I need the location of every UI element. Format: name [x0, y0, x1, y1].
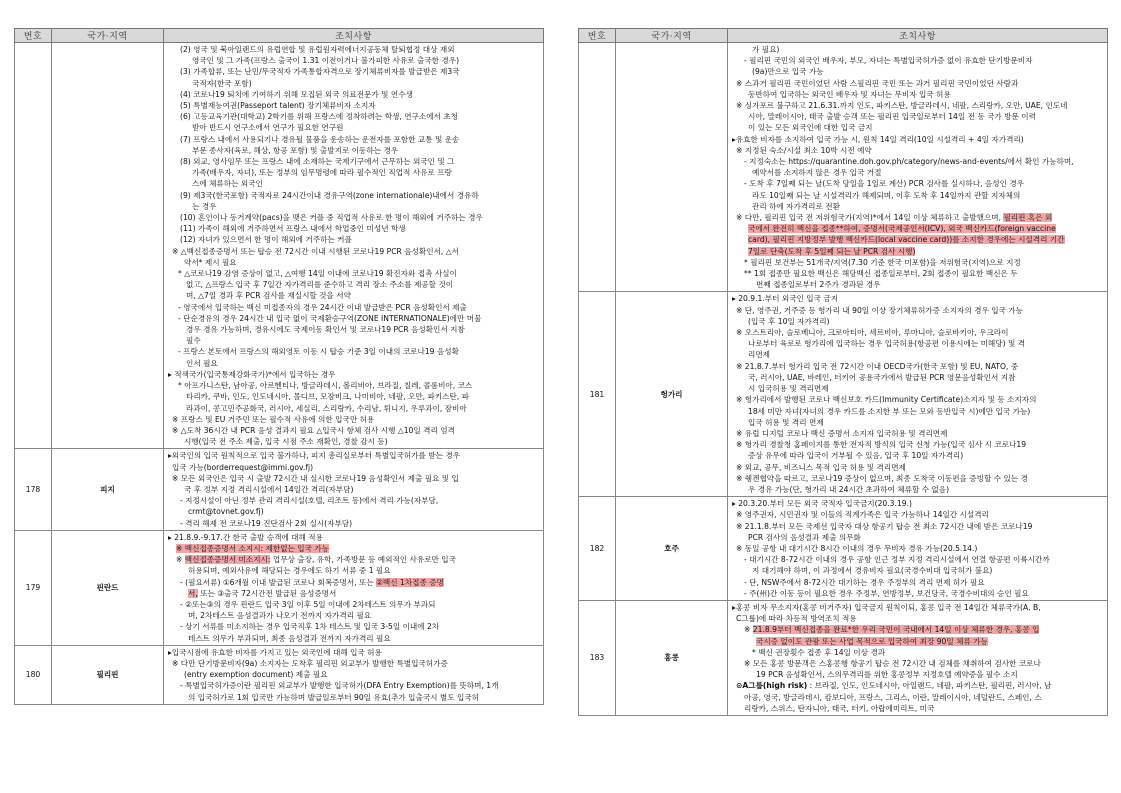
measure-line: 라도 10일째 되는 날 시설격리가 해제되며, 이후 도착 후 14일까지 관할 지자체의: [752, 190, 1021, 200]
measure-line: 의 입국허가로 1회 입국만 가능하며 발급일로부터 90일 유효(추가 입출국시 별도 입국허: [188, 692, 480, 702]
measure-line: * 백신 권장횟수 접종 후 14일 이상 경과: [752, 647, 886, 657]
header-country: 국가·지역: [52, 29, 164, 43]
measure-line: (7) 프랑스 내에서 사용되기나 경유될 물품을 운송하는 운전자를 포함한 교통 및 운송: [180, 134, 460, 144]
measure-line: 관리 하에 자가격리로 전환: [752, 201, 840, 211]
measure-line: ※ 영주권자, 시민권자 및 이들의 직계가족은 입국 가능하나 14일간 시설격리: [736, 510, 989, 520]
measure-line: - 주(州)간 이동 등이 필요한 경우 주정부, 연방정부, 보건당국, 국경수비대의 승인 필요: [744, 588, 1029, 598]
measure-line: * △코로나19 감염 증상이 없고, △여행 14일 이내에 코로나19 확진자와 접촉 사실이: [178, 269, 457, 279]
table-row: [15, 530, 544, 645]
measure-line: (4) 코로나19 퇴치에 기여하기 위해 모집된 외국 의료전문가 및 연수생: [180, 89, 413, 99]
measure-line: 7일로 단축(도착 후 5일째 되는 날 PCR 검사 시행): [748, 246, 916, 256]
measure-line: 국 후 정부 지정 격리시설에서 14일간 격리(자부담): [184, 484, 354, 494]
measure-line: (2) 영국 및 북아일랜드의 유럽연합 및 유럽원자력에너지공동체 탈퇴협정 대상 재외: [180, 45, 455, 54]
measure-line: 테스트 의무가 부과되며, 최종 음성결과 전까지 자가격리 필요: [188, 633, 391, 643]
measure-line: ※ 헝가리 경찰청 홈페이지를 통한 전자적 방식의 입국 신청 가능(입국 심사 시 코로나19: [736, 440, 1027, 450]
country-name: 피지: [52, 449, 164, 530]
measure-line: - (필요서류) ①6개월 이내 발급된 코로나 회복증명서, 또는 ②백신 1차접종 증명: [180, 577, 444, 587]
measure-line: 18세 미만 자녀(자녀의 경우 카드를 소지한 부 또는 모와 동반입국 시)에만 입국 가능): [748, 406, 1031, 416]
measure-line: * 아프가니스탄, 남아공, 아르헨티나, 방글라데시, 볼리비아, 브라질, 칠레, 콜롬비아, 코스: [178, 381, 473, 391]
measure-line: 스에 체류하는 외국인: [192, 179, 263, 189]
measure-line: - 영국에서 입국하는 백신 미접종자의 경우 24시간 이내 발급받은 PCR 음성확인서 제출: [178, 302, 467, 312]
measure-line: ※ 외교, 공무, 비즈니스 목적 입국 허용 및 격리면제: [736, 462, 906, 472]
measure-line: * 필리핀 보건부는 51개국/지역(7.30 기준 한국 미포함)을 저위험국(지역)으로 지정: [744, 257, 1021, 267]
left-table: [14, 28, 544, 705]
measure-line: ※ 헝가리에서 발행된 코로나 백신보호 카드(Immunity Certificate)소지자 및 동 소지자의: [736, 395, 1037, 405]
table-row: [15, 645, 544, 704]
measure-line: (8) 외교, 영사임무 또는 프랑스 내에 소재하는 국제기구에서 근무하는 외국인 및 그: [180, 157, 455, 167]
measure-line: 입국 허용 및 격리 면제: [748, 417, 824, 427]
measure-line: PCR 검사의 음성결과 제출 의무화: [748, 532, 861, 542]
country-name: 호주: [616, 497, 728, 601]
measure-line: ※ 21.8.7.부터 헝가리 입국 전 72시간 이내 OECD국가(한국 포함) 및 EU, NATO, 중: [736, 361, 1019, 371]
measure-line: ※ 21.8.9부터 백신접종을 완료*한 우리 국민이 국내에서 14일 이상 체류한 경우, 홍콩 입: [744, 625, 1040, 635]
measure-line: (9a)만으로 입국 가능: [752, 67, 824, 77]
measure-line: 타리카, 쿠바, 인도, 인도네시아, 몰디브, 모잠비크, 나미비아, 네팔, 오만, 파키스탄, 파: [186, 392, 470, 402]
measure-line: ▸홍콩 비자 무소지자(홍콩 비거주자) 입국금지 원칙이되, 홍콩 입국 전 14일간 체류국가(A, B,: [732, 602, 1041, 612]
measure-line: 국시증 없이도 관광 또는 사업 목적으로 입국하여 최장 90일 체류 가능: [756, 636, 988, 646]
measure-line: - 필리핀 국민의 외국인 배우자, 부모, 자녀는 특별입국허가증 없이 유효한 단기방문비자: [744, 56, 1033, 66]
measure-line: (12) 자녀가 있으면서 한 명이 해외에 거주하는 커플: [180, 235, 352, 245]
measure-line: (입국 후 10일 자가격리): [748, 316, 830, 326]
measure-line: 시행(입국 전 주소 제출, 입국 시점 주소 재확인, 경찰 감시 등): [184, 437, 388, 447]
row-number: [579, 43, 616, 292]
measure-line: 이 있는 모든 외국인에 대한 입국 금지: [748, 123, 873, 133]
measure-cell: [164, 449, 544, 530]
measure-line: 약서* 제시 필요: [184, 257, 237, 267]
measure-line: 국에서 완전히 백신을 접종**하여, 증명서(국제공인서(ICV), 외국 백신카드(foreign vaccine: [748, 224, 1056, 234]
measure-line: (entry exemption document) 제출 필요: [184, 670, 328, 680]
measure-line: - 대기시간 8-72시간 이내의 경우 공항 인근 정부 지정 격리시설에서 연결 항공편 이륙시간까: [744, 555, 1050, 565]
measure-line: 입국 가능(borderrequest@immi.gov.fj): [172, 462, 314, 472]
measure-line: ※ 다만 단기방문비자(9a) 소지자는 도착후 필리핀 외교부가 발행한 특별입국허가증: [172, 658, 448, 668]
measure-line: 시 입국허용 및 격리면제: [748, 384, 829, 394]
country-name: 필리핀: [52, 645, 164, 704]
measure-line: ※ 싱가포르 불구하고 21.6.31.까지 인도, 파키스탄, 방글라데시, 네팔, 스리랑카, 오만, UAE, 인도네: [736, 101, 1068, 111]
measure-line: (5) 특별재능여권(Passeport talent) 장기체류비자 소지자: [180, 101, 376, 111]
measure-line: - 지정숙소는 https://quarantine.doh.gov.ph/category/news-and-events/에서 확인 가능하며,: [744, 157, 1074, 167]
measure-line: ※ 21.1.8.부터 모든 국제선 입국자 대상 항공기 탑승 전 최소 72시간 내에 받은 코로나19: [736, 521, 1033, 531]
measure-line: ※ 백신접종증명서 소지시: 제한없는 입국 가능: [176, 543, 330, 553]
measure-line: 우 경유 가능(단, 헝가리 내 24시간 초과하여 체류할 수 없음): [748, 484, 950, 494]
measure-line: ※ 쉥겐협약을 따르고, 코로나19 증상이 없으며, 최종 도착국 이동편을 증빙할 수 있는 경: [736, 473, 1028, 483]
measure-line: 필수: [186, 336, 201, 346]
measure-line: 경우 경유 가능하며, 경유시에도 국제이동 확인서 및 코로나19 PCR 음성확인서 지참: [186, 325, 465, 335]
header-measure: 조치사항: [728, 29, 1108, 43]
header-measure: 조치사항: [164, 29, 544, 43]
measure-line: 없고, △프랑스 입국 후 7일간 자가격리를 준수하고 격리 장소 주소를 제공할 것이: [186, 280, 454, 290]
measure-line: 증상 유무에 따라 입국이 거부될 수 있음, 입국 후 10일 자가격리): [748, 451, 964, 461]
measure-line: 리면제: [748, 350, 771, 360]
table-row: [579, 292, 1108, 497]
table-row: [579, 43, 1108, 292]
measure-line: crmt@tovnet.gov.fj): [188, 507, 264, 517]
measure-line: ※ 다만, 필리핀 입국 전 저위험국가(지역)*에서 14일 이상 체류하고 출발했으며, 필리핀 혹은 외: [736, 213, 1053, 223]
measure-line: - 도착 후 7일째 되는 날(도착 당일을 1일로 계산) PCR 검사를 실시하나, 음성인 경우: [744, 179, 1025, 189]
measure-line: ※ 모든 홍콩 방문객은 스홍콩행 항공기 탑승 전 72시간 내 검체를 채취하여 검사한 코로나: [744, 658, 1041, 668]
measure-cell: [164, 645, 544, 704]
measure-line: - 상기 서류를 미소지하는 경우 입국직후 1차 테스트 및 입국 3-5일 이내에 2차: [180, 622, 440, 632]
row-number: [15, 43, 52, 449]
table-row: [579, 600, 1108, 715]
measure-line: 아공, 영국, 방글라데시, 캄보디아, 프랑스, 그리스, 이란, 말레이시아, 네덜란드, 스페인, 스: [744, 692, 1042, 702]
measure-line: 영국인 및 그 가족(프랑스 출국이 1.31 이전이거나 불가피한 사유로 출국한 경우): [192, 56, 460, 66]
measure-line: C그룹)에 따라 차등적 방역조치 적용: [736, 614, 857, 624]
measure-line: 번째 접종일로부터 2주가 경과된 경우: [756, 280, 881, 290]
measure-line: ※ 모든 외국인은 입국 시 출발 72시간 내 실시한 코로나19 음성확인서 제출 필요 및 입: [172, 473, 459, 483]
measure-line: 예약서를 소지하지 않은 경우 입국 거절: [752, 168, 882, 178]
measure-line: 라과이, 콩고민주공화국, 러시아, 세실리, 스리랑카, 수리남, 튀니지, 우루과이, 잠비아: [186, 403, 467, 413]
measure-line: 동반하여 입국하는 외국인 배우자 및 자녀는 무비자 입국 허용: [748, 89, 951, 99]
measure-cell: [728, 292, 1108, 497]
measure-line: ※ △도착 36시간 내 PCR 음성 결과지 필요 △입국시 항체 검사 시행 △10일 격리 엄격: [172, 425, 455, 435]
measure-cell: [728, 43, 1108, 292]
measure-line: 며, △7일 경과 후 PCR 검사를 재실시할 것을 서약: [186, 291, 351, 301]
measure-line: 허용되며, 예외사유에 해당되는 경우에도 하기 서류 중 1 필요: [188, 566, 391, 576]
measure-line: ▸ 20.3.20.부터 모든 외국 국적자 입국금지(20.3.19.): [732, 499, 912, 509]
measure-line: - 단순경유의 경우 24시간 내 입국 없이 국제환승구역(ZONE INTERNATIONALE)에만 머물: [178, 313, 482, 323]
measure-line: 부문 종사자(육로, 해상, 항공 포함) 및 출발지로 이동하는 경우: [192, 145, 399, 155]
measure-line: 19 PCR 음성확인서, 스의무격리를 위한 홍콩정부 지정호텔 예약증을 필수 소지: [756, 670, 1018, 680]
measure-line: 나로부터 육로로 헝가리에 입국하는 경우 입국허용(항공편 이용시에는 미해당) 및 격: [748, 339, 1026, 349]
measure-line: - 프랑스 본토에서 프랑스의 해외영토 이동 시 탑승 기준 3일 이내의 코로나19 음성확: [178, 347, 459, 357]
measure-line: ▸입국시점에 유효한 비자를 가지고 있는 외국인에 대해 입국 허용: [168, 647, 382, 657]
measure-line: 리랑카, 스위스, 탄자니아, 태국, 터키, 아랍에미리트, 미국: [744, 703, 935, 713]
header-num: 번호: [15, 29, 52, 43]
measure-cell: [164, 43, 544, 449]
measure-line: 며, 2차테스트 음성결과가 나오기 전까지 자가격리 필요: [188, 611, 372, 621]
row-number: 179: [15, 530, 52, 645]
measure-line: 서, 또는 ③출국 72시간전 발급된 음성증명서: [188, 588, 337, 598]
measure-line: 국적자(한국 포함): [192, 78, 252, 88]
measure-line: ▸외국인의 입국 원칙적으로 입국 불가하나, 피지 총리실로부터 특별입국허가를 받는 경우: [168, 451, 461, 461]
measure-line: ※ 스과거 필리핀 국민이었던 사람 스필리핀 국민 또는 과거 필리핀 국민이었던 사람과: [736, 78, 1019, 88]
country-name: 핀란드: [52, 530, 164, 645]
row-number: 178: [15, 449, 52, 530]
measure-line: ※ 단, 영주권, 거주증 등 헝가리 내 90일 이상 장기체류허가증 소지자의 경우 입국 가능: [736, 305, 1023, 315]
measure-line: - 지정시설이 아닌 정부 관리 격리시설(호텔, 리조트 등)에서 격리 가능(자부담,: [180, 496, 439, 506]
measure-line: ※ 오스트리아, 슬로베니아, 크로아티아, 세르비아, 루마니아, 슬로바키아, 우크라이: [736, 328, 1009, 338]
measure-line: (10) 혼인이나 동거계약(pacs)을 맺은 커플 중 직업적 사유로 한 명이 해외에 거주하는 경우: [180, 213, 483, 223]
measure-line: - ②또는③의 경우 핀란드 입국 3일 이후 5일 이내에 2차테스트 의무가 부과되: [180, 599, 436, 609]
measure-cell: [728, 497, 1108, 601]
row-number: 180: [15, 645, 52, 704]
measure-line: 받아 반드시 연구소에서 연구가 필요한 연구원: [192, 123, 344, 133]
measure-line: ※ 백신접종증명서 미소지시: 업무상 출장, 유학, 가족방문 등 예외적인 사유로만 입국: [176, 555, 456, 565]
header-num: 번호: [579, 29, 616, 43]
measure-line: ▸ 21.8.9.-9.17.간 한국 출발 승객에 대해 적용: [168, 532, 323, 542]
measure-line: ※ 유럽 디지털 코로나 백신 증명서 소지자 입국허용 및 격리면제: [736, 428, 948, 438]
table-row: [15, 449, 544, 530]
measure-line: 가족(배우자, 자녀), 또는 정부의 임무명령에 따라 필수적인 직업적 사유로 프랑: [192, 168, 452, 178]
measure-line: ※ △백신접종증명서 또는 탑승 전 72시간 이내 시행된 코로나19 PCR 음성확인서, △서: [172, 246, 459, 256]
measure-line: ** 1회 접종만 필요한 백신은 해당백신 접종일로부터, 2회 접종이 필요한 백신은 두: [744, 269, 1018, 279]
measure-line: ⊙A그룹(high risk) : 브라질, 인도, 인도네시아, 아일랜드, 네팔, 파키스탄, 필리핀, 러시아, 남: [736, 681, 1052, 691]
measure-line: - 특별입국허가증이란 필리핀 외교부가 발행한 입국허가(DFA Entry Exemption)를 뜻하며, 1개: [180, 681, 499, 691]
measure-line: (6) 고등교육기관(대학교) 2학기를 위해 프랑스에 정착하려는 학생, 연구소에서 초청: [180, 112, 458, 122]
right-table: [578, 28, 1108, 716]
measure-line: ※ 프랑스 및 EU 거주민 또는 필수적 사유에 의한 입국만 허용: [172, 414, 375, 424]
measure-line: ▸ 20.9.1.부터 외국인 입국 금지: [732, 294, 839, 304]
measure-line: (9) 제3국(한국포함) 국적자로 24시간이내 경유구역(zone internationale)내에서 경유하: [180, 190, 479, 200]
header-country: 국가·지역: [616, 29, 728, 43]
measure-line: ▸유효한 비자를 소지하여 입국 가능 시, 원칙 14일 격리(10일 시설격리 + 4일 자가격리): [732, 134, 1024, 144]
measure-line: ※ 지정된 숙소/시설 최소 10박 시전 예약: [736, 145, 872, 155]
measure-line: - 단, NSW주에서 8-72시간 대기하는 경우 주정부의 격리 면제 허가 필요: [744, 577, 985, 587]
measure-line: 시아, 말레이시아, 태국 출발 승객 또는 필리핀 입국일로부터 14일 전 동 국가 방문 이력: [748, 112, 1036, 122]
row-number: 182: [579, 497, 616, 601]
measure-cell: [728, 600, 1108, 715]
table-row: [579, 497, 1108, 601]
measure-line: 가 필요): [752, 45, 780, 54]
measure-line: 인서 필요: [186, 358, 218, 368]
row-number: 183: [579, 600, 616, 715]
measure-line: ※ 동일 공항 내 대기시간 8시간 이내의 경우 무비자 경유 가능(20.5.14.): [736, 543, 978, 553]
measure-line: 는 경우: [192, 201, 217, 211]
measure-line: 지 대기해야 하며, 이 과정에서 경유비자 필요(국경수비대 입국허가 불요): [752, 566, 993, 576]
measure-line: ▸ 적색국가(입국통제강화국가)*에서 입국하는 경우: [168, 369, 336, 379]
row-number: 181: [579, 292, 616, 497]
country-name: 홍콩: [616, 600, 728, 715]
country-name: [52, 43, 164, 449]
measure-line: (11) 가족이 해외에 거주하면서 프랑스 내에서 학업중인 미성년 학생: [180, 224, 406, 234]
measure-line: 국, 러시아, UAE, 바레인, 터키어 공용국가에서 발급된 PCR 영문음성확인서 지참: [748, 372, 1016, 382]
country-name: [616, 43, 728, 292]
table-row: [15, 43, 544, 449]
measure-line: card), 필리핀 지방정부 발행 백신카드(local vaccine card))를 소지한 경우에는 시설격리 기간: [748, 235, 1065, 245]
country-name: 헝가리: [616, 292, 728, 497]
measure-line: (3) 가족합류, 또는 난민/무국적자 가족통합자격으로 장기체류비자를 발급받은 제3국: [180, 67, 460, 77]
measure-cell: [164, 530, 544, 645]
measure-line: - 격리 해제 전 코로나19 진단검사 2회 실시(자부담): [180, 518, 353, 528]
